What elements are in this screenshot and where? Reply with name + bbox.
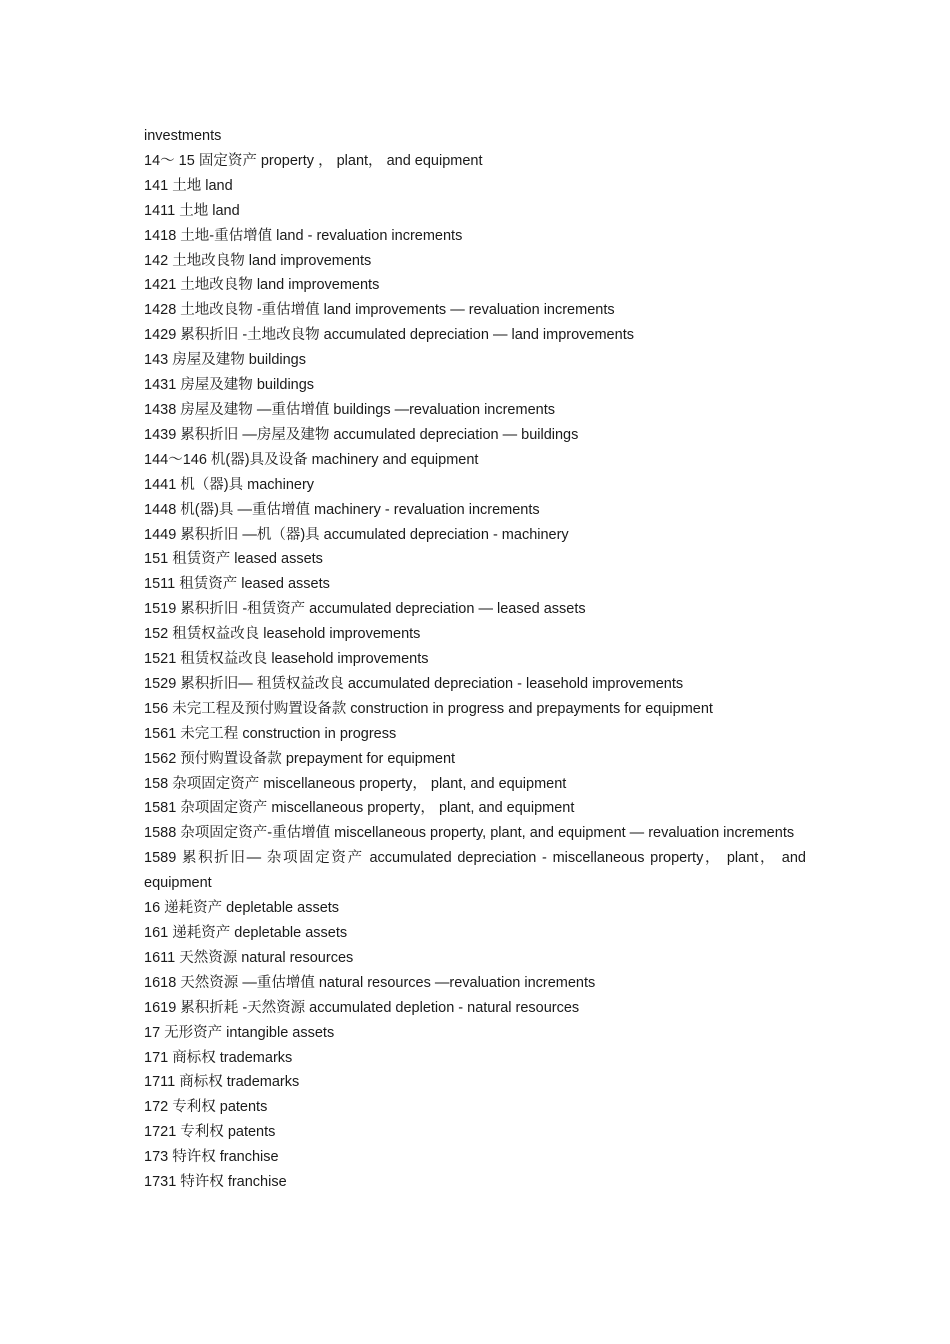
account-line: 1448 机(器)具 —重估增值 machinery - revaluation increments xyxy=(144,501,540,518)
account-line: 1562 预付购置设备款 prepayment for equipment xyxy=(144,750,456,767)
account-line: 1589 累积折旧— 杂项固定资产 accumulated depreciation - miscellaneous property， plant， and equipment xyxy=(144,850,806,892)
account-line: 173 特许权 franchise xyxy=(144,1149,279,1166)
account-line: 152 租赁权益改良 leasehold improvements xyxy=(144,626,421,643)
account-line: 161 递耗资产 depletable assets xyxy=(144,925,348,941)
account-line: 141 土地 land xyxy=(144,177,233,194)
account-line: 1561 未完工程 construction in progress xyxy=(144,725,397,742)
account-line: 1521 租赁权益改良 leasehold improvements xyxy=(144,651,429,668)
account-line: 1428 土地改良物 -重估增值 land improvements — revaluation increments xyxy=(144,302,615,319)
account-line: 1519 累积折旧 -租赁资产 accumulated depreciation — leased assets xyxy=(144,601,586,618)
account-line: 1411 土地 land xyxy=(144,202,240,219)
account-line: 1721 专利权 patents xyxy=(144,1124,276,1141)
account-line: 1418 土地-重估增值 land - revaluation increments xyxy=(144,227,463,244)
account-line: 17 无形资产 intangible assets xyxy=(144,1024,335,1041)
account-line: 1431 房屋及建物 buildings xyxy=(144,377,315,394)
account-line: 151 租赁资产 leased assets xyxy=(144,551,323,568)
account-line: 1611 天然资源 natural resources xyxy=(144,949,354,966)
account-line: 14～ 15 固定资产 property ， plant， and equipment xyxy=(144,152,483,169)
account-line: 1619 累积折耗 -天然资源 accumulated depletion - natural resources xyxy=(144,999,580,1016)
account-line: investments xyxy=(144,128,222,144)
account-line: 1421 土地改良物 land improvements xyxy=(144,277,380,294)
account-line: 1581 杂项固定资产 miscellaneous property， plant, and equipment xyxy=(144,800,575,817)
account-line: 156 未完工程及预付购置设备款 construction in progress and prepayments for equipment xyxy=(144,700,713,717)
account-line: 143 房屋及建物 buildings xyxy=(144,352,306,369)
account-line: 158 杂项固定资产 miscellaneous property， plant, and equipment xyxy=(144,775,567,792)
account-line: 1588 杂项固定资产-重估增值 miscellaneous property, plant, and equipment — revaluation increments xyxy=(144,825,795,842)
account-line: 144～146 机(器)具及设备 machinery and equipment xyxy=(144,451,479,468)
account-line: 172 专利权 patents xyxy=(144,1099,268,1116)
document-body xyxy=(144,124,806,1195)
account-line: 1529 累积折旧— 租赁权益改良 accumulated depreciation - leasehold improvements xyxy=(144,675,684,692)
account-line: 171 商标权 trademarks xyxy=(144,1049,293,1066)
account-line: 1429 累积折旧 -土地改良物 accumulated depreciation — land improvements xyxy=(144,327,634,344)
account-line: 1711 商标权 trademarks xyxy=(144,1074,300,1091)
account-line: 1449 累积折旧 —机（器)具 accumulated depreciation - machinery xyxy=(144,526,569,543)
account-line: 142 土地改良物 land improvements xyxy=(144,252,372,269)
account-line: 1438 房屋及建物 —重估增值 buildings —revaluation increments xyxy=(144,401,555,418)
account-line: 16 递耗资产 depletable assets xyxy=(144,900,340,917)
account-line: 1439 累积折旧 —房屋及建物 accumulated depreciation — buildings xyxy=(144,426,579,443)
account-line: 1441 机（器)具 machinery xyxy=(144,476,315,493)
account-line: 1511 租赁资产 leased assets xyxy=(144,576,330,593)
account-line: 1618 天然资源 —重估增值 natural resources —revaluation increments xyxy=(144,974,596,991)
account-line: 1731 特许权 franchise xyxy=(144,1174,287,1191)
